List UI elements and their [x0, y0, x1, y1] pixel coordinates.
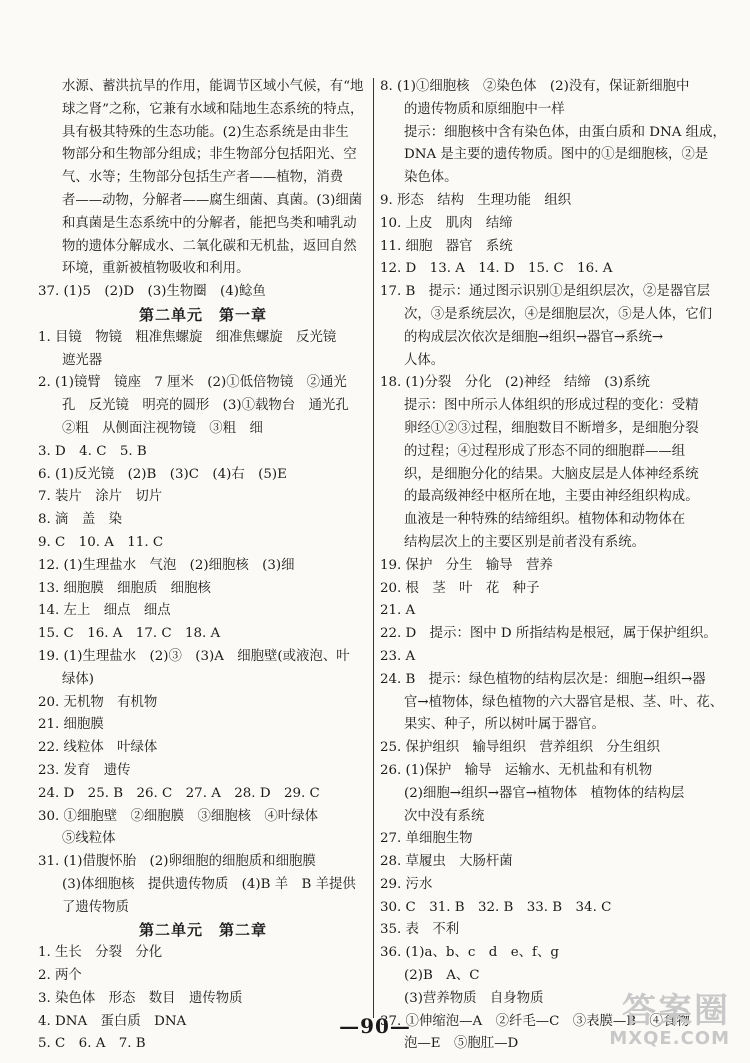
right-answer-column — [380, 76, 725, 1056]
column-divider — [373, 78, 374, 1018]
answer-line: 血液是一种特殊的结缔组织。植物体和动物体在 — [404, 512, 686, 528]
answer-line: 29. 污水 — [380, 876, 433, 892]
answer-line: 31. (1)借腹怀胎 (2)卵细胞的细胞质和细胞膜 — [38, 854, 316, 870]
answer-line: (2)B A、C — [404, 968, 480, 984]
answer-line: 次中没有系统 — [404, 808, 485, 824]
answer-line: 的过程；④过程形成了形态不同的细胞群——组 — [404, 443, 686, 459]
answer-line: 18. (1)分裂 分化 (2)神经 结缔 (3)系统 — [380, 375, 650, 391]
answer-line: 26. (1)保护 输导 运输水、无机盐和有机物 — [380, 762, 653, 778]
answer-line: 19. 保护 分生 输导 营养 — [380, 557, 553, 573]
answer-line: 12. D 13. A 14. D 15. C 16. A — [380, 261, 613, 277]
answer-line: 35. 表 不利 — [380, 922, 460, 938]
answer-line: 织，是细胞分化的结果。大脑皮层是人体神经系统 — [404, 466, 699, 482]
answer-line: 提示：图中所示人体组织的形成过程的变化：受精 — [404, 398, 699, 414]
answer-line: 37. (1)5 (2)D (3)生物圈 (4)鲶鱼 — [38, 284, 266, 300]
page-number: —90— — [339, 1014, 411, 1038]
answer-line: 水源、蓄洪抗旱的作用，能调节区域小气候，有“地 — [62, 79, 364, 94]
answer-line: 15. C 16. A 17. C 18. A — [38, 626, 221, 642]
answer-line: 结构层次上的主要区别是前者没有系统。 — [404, 534, 646, 550]
answer-line: 物的遗体分解成水、二氧化碳和无机盐，返回自然 — [62, 238, 357, 254]
answer-line: 24. D 25. B 26. C 27. A 28. D 29. C — [38, 785, 320, 801]
answer-line: 20. 无机物 有机物 — [38, 694, 158, 710]
answer-line: 11. 细胞 器官 系统 — [380, 238, 513, 254]
answer-line: ②粗 从侧面注视物镜 ③粗 细 — [62, 420, 263, 436]
answer-line: 果实、种子，所以树叶属于器官。 — [404, 717, 605, 733]
answer-line: 4. DNA 蛋白质 DNA — [38, 1013, 187, 1029]
answer-line: 12. (1)生理盐水 气泡 (2)细胞核 (3)细 — [38, 557, 295, 573]
answer-line: 23. A — [380, 648, 416, 664]
left-answer-column — [38, 76, 368, 1056]
watermark-text: 答案圈 — [622, 991, 730, 1031]
section-heading: 第二单元 第二章 — [138, 921, 267, 940]
answer-line: 9. C 10. A 11. C — [38, 534, 164, 550]
answer-line: 卵经①②③过程，细胞数目不断增多，是细胞分裂 — [404, 420, 699, 436]
answer-line: 9. 形态 结构 生理功能 组织 — [380, 192, 572, 208]
answer-line: 人体。 — [404, 352, 445, 368]
answer-line: 的遗传物质和原细胞中一样 — [404, 101, 565, 117]
answer-line: (3)营养物质 自身物质 — [404, 990, 544, 1006]
answer-line: 3. D 4. C 5. B — [38, 443, 147, 459]
answer-line: 22. D 提示：图中 D 所指结构是根冠，属于保护组织。 — [380, 626, 717, 642]
answer-line: 8. (1)①细胞核 ②染色体 (2)没有，保证新细胞中 — [380, 79, 690, 94]
answer-line: 1. 生长 分裂 分化 — [38, 945, 163, 961]
answer-line: 17. B 提示：通过图示识别①是组织层次，②是器官层 — [380, 284, 710, 300]
answer-line: 2. (1)镜臂 镜座 7 厘米 (2)①低倍物镜 ②通光 — [38, 375, 347, 391]
answer-line: 具有极其特殊的生态功能。(2)生态系统是由非生 — [62, 124, 349, 140]
answer-line: 27. 单细胞生物 — [380, 831, 473, 847]
answer-line: 官→植物体，绿色植物的六大器官是根、茎、叶、花、 — [404, 694, 724, 710]
answer-line: 28. 草履虫 大肠杆菌 — [380, 854, 513, 870]
watermark-logo — [609, 983, 730, 1049]
answer-line: 染色体。 — [404, 170, 458, 186]
answer-line: 36. (1)a、b、c d e、f、g — [380, 945, 559, 961]
answer-line: 22. 线粒体 叶绿体 — [38, 740, 158, 756]
answer-line: 8. 滴 盖 染 — [38, 512, 122, 528]
answer-line: 绿体) — [62, 671, 95, 687]
answer-line: 遮光器 — [62, 352, 103, 368]
answer-line: DNA 是主要的遗传物质。图中的①是细胞核，②是 — [404, 147, 709, 163]
answer-line: 13. 细胞膜 细胞质 细胞核 — [38, 580, 211, 596]
answer-line: 的构成层次依次是细胞→组织→器官→系统→ — [404, 329, 664, 345]
answer-line: 25. 保护组织 输导组织 营养组织 分生组织 — [380, 740, 660, 756]
answer-line: 14. 左上 细点 细点 — [38, 603, 171, 619]
answer-line: 37. ①伸缩泡—A ②纤毛—C ③表膜—B ④食物 — [380, 1013, 690, 1029]
answer-line: 物部分和生物部分组成；非生物部分包括阳光、空 — [62, 147, 357, 163]
section-heading: 第二单元 第一章 — [138, 305, 267, 324]
answer-line: 23. 发育 遗传 — [38, 762, 131, 778]
answer-line: 了遗传物质 — [62, 899, 129, 915]
answer-line: 30. C 31. B 32. B 33. B 34. C — [380, 899, 612, 915]
answer-line: 环境，重新被植物吸收和利用。 — [62, 261, 250, 277]
answer-line: 7. 装片 涂片 切片 — [38, 489, 163, 505]
answer-line: 6. (1)反光镜 (2)B (3)C (4)右 (5)E — [38, 466, 287, 482]
answer-line: 21. A — [380, 603, 416, 619]
answer-line: 泡—E ⑤胞肛—D — [404, 1036, 519, 1052]
answer-line: (2)细胞→组织→器官→植物体 植物体的结构层 — [404, 785, 685, 801]
answer-line: 1. 目镜 物镜 粗准焦螺旋 细准焦螺旋 反光镜 — [38, 329, 337, 345]
answer-line: 20. 根 茎 叶 花 种子 — [380, 580, 540, 596]
watermark-url: MXQE.COM — [609, 1028, 730, 1049]
answer-line: 孔 反光镜 明亮的圆形 (3)①载物台 通光孔 — [62, 398, 349, 414]
answer-line: 和真菌是生态系统中的分解者，能把鸟类和哺乳动 — [62, 215, 357, 231]
answer-line: ⑤线粒体 — [62, 831, 116, 847]
answer-line: 10. 上皮 肌肉 结缔 — [380, 215, 513, 231]
answer-line: 3. 染色体 形态 数目 遗传物质 — [38, 990, 243, 1006]
answer-line: 提示：细胞核中含有染色体，由蛋白质和 DNA 组成， — [404, 124, 726, 140]
answer-line: 的最高级神经中枢所在地，主要由神经组织构成。 — [404, 489, 699, 505]
answer-line: 者——动物，分解者——腐生细菌、真菌。(3)细菌 — [62, 192, 363, 208]
answer-line: 21. 细胞膜 — [38, 717, 104, 733]
answer-line: 24. B 提示：绿色植物的结构层次是：细胞→组织→器 — [380, 671, 706, 687]
answer-line: 30. ①细胞壁 ②细胞膜 ③细胞核 ④叶绿体 — [38, 808, 318, 824]
answer-line: (3)体细胞核 提供遗传物质 (4)B 羊 B 羊提供 — [62, 876, 356, 892]
answer-line: 球之肾”之称，它兼有水域和陆地生态系统的特点， — [62, 101, 364, 117]
answer-line: 2. 两个 — [38, 968, 82, 984]
answer-line: 5. C 6. A 7. B — [38, 1036, 146, 1052]
answer-line: 次，③是系统层次，④是细胞层次，⑤是人体，它们 — [404, 306, 712, 322]
answer-line: 气、水等；生物部分包括生产者——植物，消费 — [62, 170, 344, 186]
answer-line: 19. (1)生理盐水 (2)③ (3)A 细胞壁(或液泡、叶 — [38, 648, 350, 664]
